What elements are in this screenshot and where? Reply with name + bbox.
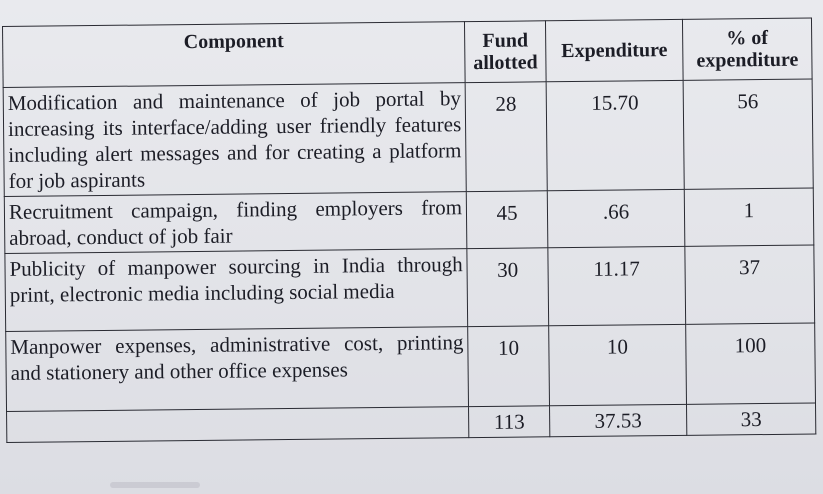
cell-fund: 30 [467,248,549,327]
cell-component: Recruitment campaign, finding employers from abroad, conduct of job fair [4,192,467,254]
page-smudge [110,482,200,488]
cell-fund: 10 [468,326,550,407]
header-expenditure: Expenditure [546,19,684,81]
cell-expenditure: 10 [549,324,687,405]
cell-percent: 100 [686,323,816,404]
cell-fund: 45 [466,191,548,249]
cell-total-percent: 33 [687,403,816,435]
cell-percent: 37 [685,245,815,324]
cell-percent: 56 [683,79,813,189]
table-row [6,323,816,411]
header-percent-expenditure: % of expenditure [682,18,812,80]
cell-component: Publicity of manpower sourcing in India through print, electronic media including social media [5,249,468,332]
cell-component: Modification and maintenance of job portal by increasing its interface/adding user friendly features including alert messages and for creating a platform for job aspirants [3,83,466,197]
cell-fund: 28 [465,82,547,192]
table-row [5,245,815,331]
cell-expenditure: 15.70 [546,80,684,190]
cell-percent: 1 [684,188,814,246]
table-row [3,79,813,196]
cell-total-fund: 113 [469,406,550,438]
table-row [4,188,814,253]
cell-total-expenditure: 37.53 [550,404,687,436]
expenditure-table [2,18,816,443]
cell-expenditure: 11.17 [548,246,686,325]
header-fund-allotted: Fund allotted [465,21,547,83]
header-component: Component [3,22,466,88]
header-row [3,18,813,87]
cell-component: Manpower expenses, administrative cost, printing and stationery and other office expenses [6,327,469,412]
cell-expenditure: .66 [547,189,685,247]
cell-total-label [7,407,469,443]
